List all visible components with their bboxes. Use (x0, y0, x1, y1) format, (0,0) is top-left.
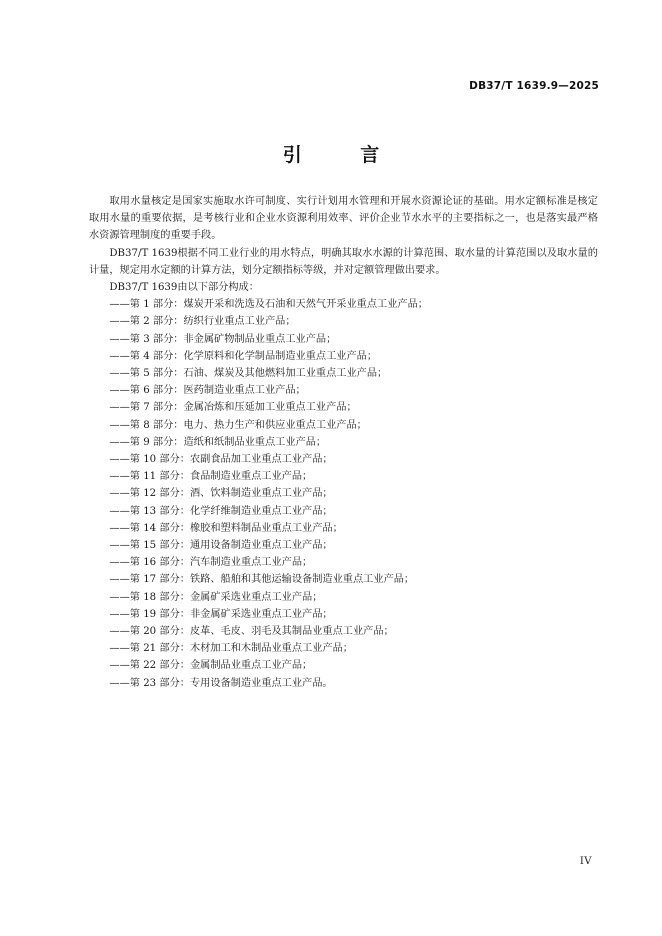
paragraph-intro: 取用水量核定是国家实施取水许可制度、实行计划用水管理和开展水资源论证的基础。用水定额标准是核定取用水量的重要依据，是考核行业和企业水资源利用效率、评价企业节水水平的主要指标之一，也是落实最严格水资源管理制度的重要手段。 (89, 196, 598, 242)
list-item: ——第 6 部分：医药制造业重点工业产品； (109, 385, 306, 397)
document-body (89, 193, 598, 692)
list-item: ——第 3 部分：非金属矿物制品业重点工业产品； (109, 333, 337, 345)
list-item: ——第 11 部分：食品制造业重点工业产品； (109, 471, 313, 483)
list-item: ——第 20 部分：皮革、毛皮、羽毛及其制品业重点工业产品； (109, 626, 394, 638)
list-item: ——第 4 部分：化学原料和化学制品制造业重点工业产品； (109, 350, 378, 362)
paragraph-parts-lead: DB37/T 1639由以下部分构成： (109, 282, 259, 294)
list-item: ——第 17 部分：铁路、船舶和其他运输设备制造业重点工业产品； (109, 574, 415, 586)
list-item: ——第 18 部分：金属矿采选业重点工业产品； (109, 591, 323, 603)
list-item: ——第 22 部分：金属制品业重点工业产品； (109, 660, 313, 672)
list-item: ——第 12 部分：酒、饮料制造业重点工业产品； (109, 488, 333, 500)
list-item: ——第 19 部分：非金属矿采选业重点工业产品； (109, 608, 333, 620)
list-item: ——第 7 部分：金属冶炼和压延加工业重点工业产品； (109, 402, 357, 414)
list-item: ——第 9 部分：造纸和纸制品业重点工业产品； (109, 436, 327, 448)
list-item: ——第 1 部分：煤炭开采和洗选及石油和天然气开采业重点工业产品； (109, 299, 428, 311)
list-item: ——第 21 部分：木材加工和木制品业重点工业产品； (109, 643, 353, 655)
list-item: ——第 8 部分：电力、热力生产和供应业重点工业产品； (109, 419, 367, 431)
parts-list (89, 296, 598, 692)
list-item: ——第 13 部分：化学纤维制造业重点工业产品； (109, 505, 333, 517)
list-item: ——第 16 部分：汽车制造业重点工业产品； (109, 557, 313, 569)
list-item: ——第 15 部分：通用设备制造业重点工业产品； (109, 540, 333, 552)
list-item: ——第 10 部分：农副食品加工业重点工业产品； (109, 454, 333, 466)
paragraph-scope: DB37/T 1639根据不同工业行业的用水特点，明确其取水水源的计算范围、取水量的计算范围以及取水量的计量，规定用水定额的计算方法，划分定额指标等级，并对定额管理做出要求。 (89, 247, 598, 276)
list-item: ——第 23 部分：专用设备制造业重点工业产品。 (109, 677, 333, 689)
list-item: ——第 14 部分：橡胶和塑料制品业重点工业产品； (109, 522, 343, 534)
list-item: ——第 2 部分：纺织行业重点工业产品； (109, 316, 296, 328)
list-item: ——第 5 部分：石油、煤炭及其他燃料加工业重点工业产品； (109, 368, 388, 380)
standard-code: DB37/T 1639.9—2025 (469, 80, 599, 92)
page-number: IV (579, 856, 592, 867)
page-title: 引 言 (282, 144, 406, 166)
